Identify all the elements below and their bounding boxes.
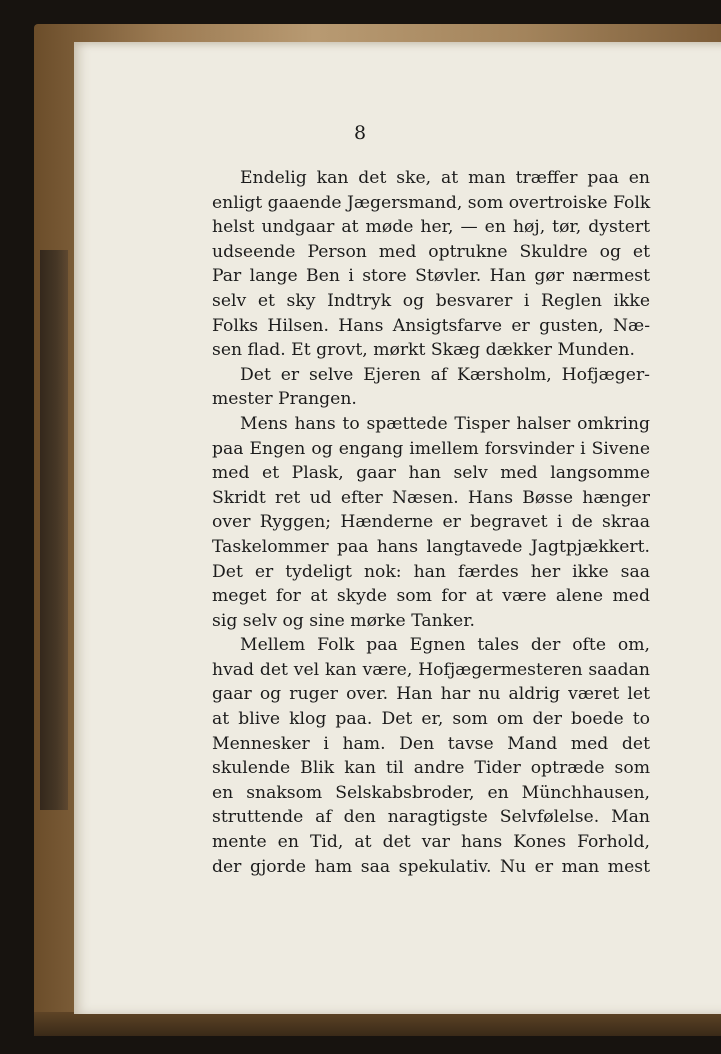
text-line: enligt gaaende Jægersmand, som overtroiske Folk [212, 192, 651, 213]
text-line: struttende af den naragtigste Selvfølelse. Man [212, 807, 650, 828]
text-line: meget for at skyde som for at være alene med [212, 586, 650, 607]
page-number: 8 [353, 122, 367, 144]
text-line: Mellem Folk paa Egnen tales der ofte om, [240, 635, 650, 656]
text-line: gaar og ruger over. Han har nu aldrig været let [212, 684, 650, 705]
text-line: selv et sky Indtryk og besvarer i Reglen ikke [212, 290, 650, 311]
cover-bottom-edge [34, 1012, 721, 1036]
text-line: Det er selve Ejeren af Kærsholm, Hofjæger- [240, 364, 650, 385]
text-line: Endelig kan det ske, at man træffer paa en [240, 168, 650, 188]
text-line: Mens hans to spættede Tisper halser omkring [240, 413, 650, 434]
text-line: at blive klog paa. Det er, som om der boede to [212, 709, 650, 730]
text-line: mente en Tid, at det var hans Kones Forhold, [212, 832, 650, 853]
text-line: sen flad. Et grovt, mørkt Skæg dækker Munden. [212, 340, 635, 361]
text-line: Skridt ret ud efter Næsen. Hans Bøsse hænger [212, 487, 650, 508]
text-line: paa Engen og engang imellem forsvinder i Sivene [212, 438, 650, 459]
text-line: helst undgaar at møde her, — en høj, tør, dystert [212, 217, 650, 238]
text-line: Mennesker i ham. Den tavse Mand med det [212, 733, 650, 754]
text-line: udseende Person med optrukne Skuldre og et [212, 241, 650, 262]
text-line: der gjorde ham saa spekulativ. Nu er man mest [212, 856, 650, 877]
text-line: Taskelommer paa hans langtavede Jagtpjækkert. [212, 536, 650, 557]
text-line: skulende Blik kan til andre Tider optræde som [212, 758, 650, 779]
body-text [212, 166, 650, 879]
text-line: med et Plask, gaar han selv med langsomme [212, 463, 650, 484]
text-line: Det er tydeligt nok: han færdes her ikke saa [212, 561, 650, 582]
text-line: Par lange Ben i store Støvler. Han gør nærmest [212, 266, 650, 287]
cover-spine-shadow [40, 250, 68, 810]
text-line: Folks Hilsen. Hans Ansigtsfarve er gusten, Næ- [212, 315, 650, 336]
text-line: mester Prangen. [212, 389, 357, 410]
text-line: sig selv og sine mørke Tanker. [212, 610, 476, 631]
text-line: over Ryggen; Hænderne er begravet i de skraa [212, 512, 650, 533]
text-line: hvad det vel kan være, Hofjægermesteren saadan [212, 659, 650, 680]
text-line: en snaksom Selskabsbroder, en Münchhausen, [212, 782, 650, 803]
